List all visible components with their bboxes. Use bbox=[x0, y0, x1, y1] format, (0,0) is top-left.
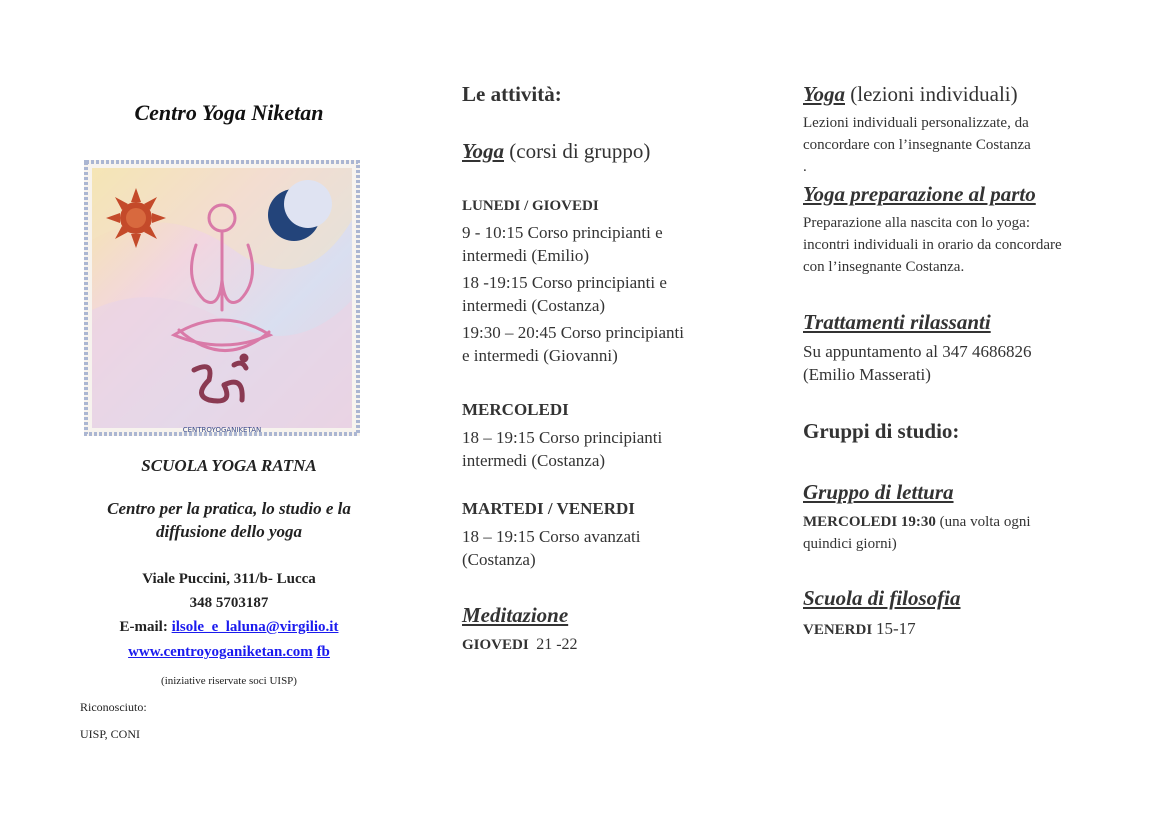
facebook-link[interactable]: fb bbox=[316, 644, 330, 660]
recognized-label: Riconosciuto: bbox=[80, 700, 147, 714]
treatments-text: Su appuntamento al 347 4686826 (Emilio Masserati) bbox=[803, 342, 1032, 384]
group-yoga-title: Yoga (corsi di gruppo) bbox=[462, 139, 651, 163]
meditation-schedule: GIOVEDI 21 -22 bbox=[462, 636, 578, 653]
address: Viale Puccini, 311/b- Lucca bbox=[142, 571, 316, 587]
tagline: Centro per la pratica, lo studio e la diffusione dello yoga bbox=[107, 499, 351, 541]
reading-group-text: MERCOLEDI 19:30 (una volta ogni quindici giorni) bbox=[803, 514, 1031, 552]
study-groups-heading: Gruppi di studio: bbox=[803, 419, 960, 443]
center-title: Centro Yoga Niketan bbox=[134, 100, 324, 125]
website-link[interactable]: www.centroyoganiketan.com bbox=[128, 644, 313, 660]
activities-heading: Le attività: bbox=[462, 82, 562, 106]
schedule-line: 18 – 19:15 Corso principianti intermedi (Costanza) bbox=[462, 428, 663, 470]
schedule-line: 18 – 19:15 Corso avanzati (Costanza) bbox=[462, 527, 641, 569]
philosophy-title: Scuola di filosofia bbox=[803, 586, 961, 610]
schedule-line: 18 -19:15 Corso principianti e intermedi (Costanza) bbox=[462, 273, 667, 315]
membership-note: (iniziative riservate soci UISP) bbox=[161, 675, 297, 687]
reading-group-title: Gruppo di lettura bbox=[803, 480, 954, 504]
philosophy-schedule: VENERDI 15-17 bbox=[803, 619, 916, 638]
yoga-artwork bbox=[84, 160, 360, 436]
meditation-title: Meditazione bbox=[462, 603, 569, 627]
birth-prep-title: Yoga preparazione al parto bbox=[803, 182, 1036, 206]
day-lun-gio: LUNEDI / GIOVEDI bbox=[462, 198, 599, 214]
birth-prep-text: Preparazione alla nascita con lo yoga: incontri individuali in orario da concordare con l’insegnante Costanza. bbox=[803, 215, 1062, 275]
left-column bbox=[70, 0, 388, 826]
email-link[interactable]: ilsole_e_laluna@virgilio.it bbox=[171, 619, 339, 635]
art-border-text: CENTROYOGANIKETAN bbox=[182, 426, 262, 434]
web-row bbox=[70, 644, 388, 661]
schedule-line: 19:30 – 20:45 Corso principianti e intermedi (Giovanni) bbox=[462, 323, 684, 365]
day-mercoledi: MERCOLEDI bbox=[462, 400, 569, 419]
treatments-title: Trattamenti rilassanti bbox=[803, 310, 991, 334]
sun-icon bbox=[106, 188, 166, 248]
individual-yoga-title: Yoga (lezioni individuali) bbox=[803, 82, 1018, 106]
day-mar-ven: MARTEDI / VENERDI bbox=[462, 499, 635, 518]
phone: 348 5703187 bbox=[189, 595, 269, 611]
school-name: SCUOLA YOGA RATNA bbox=[141, 456, 317, 475]
email-label: E-mail: bbox=[119, 619, 168, 635]
recognized-by: UISP, CONI bbox=[80, 727, 141, 741]
individual-yoga-text: Lezioni individuali personalizzate, da concordare con l’insegnante Costanza . bbox=[803, 115, 1031, 175]
email-row bbox=[70, 619, 388, 636]
schedule-line: 9 - 10:15 Corso principianti e intermedi (Emilio) bbox=[462, 223, 663, 265]
